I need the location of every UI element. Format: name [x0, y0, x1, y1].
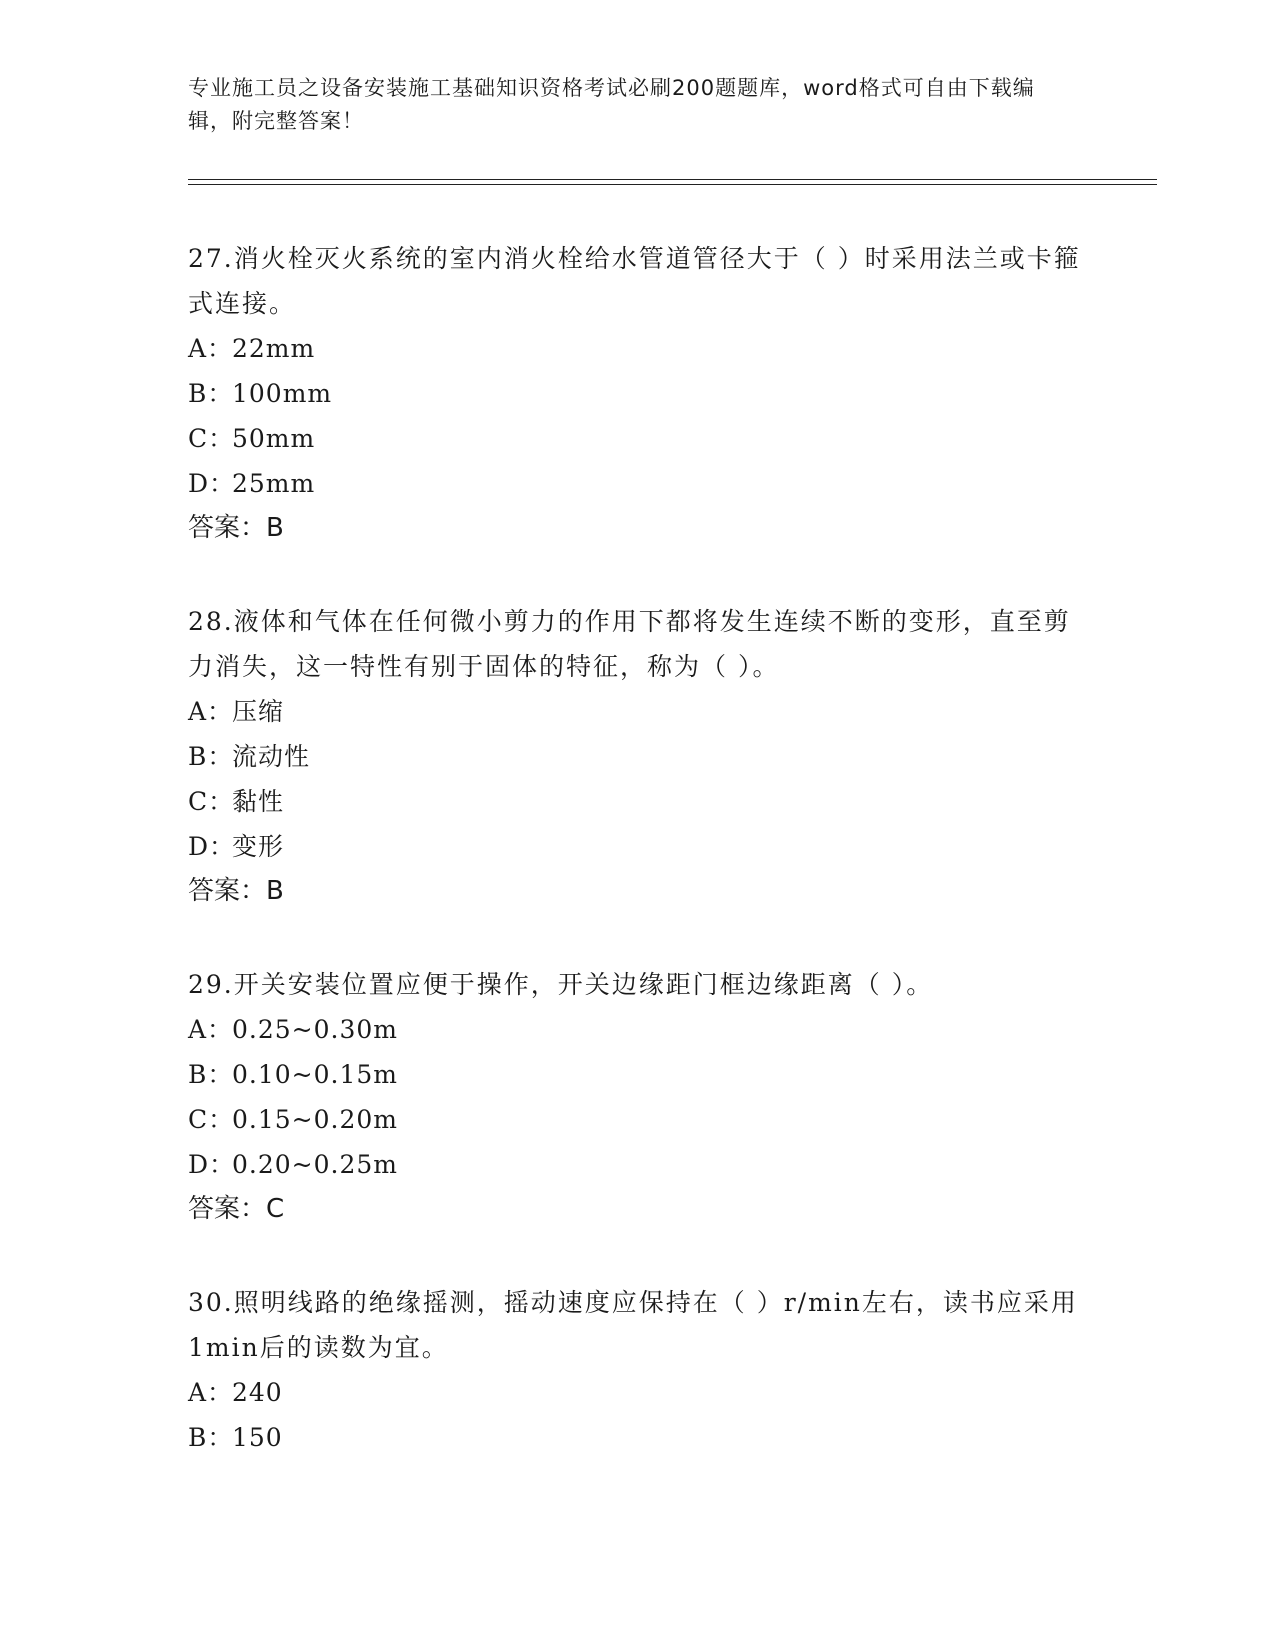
option-a [188, 1370, 1088, 1415]
option-key: A： [188, 334, 234, 363]
option-a [188, 1007, 1088, 1052]
option-key: D： [188, 469, 236, 498]
option-key: C： [188, 424, 235, 453]
option-c [188, 416, 1088, 461]
question-stem: 30.照明线路的绝缘摇测，摇动速度应保持在（ ）r/min左右，读书应采用1min后的读数为宜。 [188, 1288, 1078, 1362]
document-header: 专业施工员之设备安装施工基础知识资格考试必刷200题题库，word格式可自由下载编辑，附完整答案！ [188, 76, 1035, 133]
option-a [188, 689, 1088, 734]
option-text: 25mm [232, 469, 316, 498]
option-key: B： [188, 1423, 234, 1452]
option-b [188, 1052, 1088, 1097]
option-a [188, 326, 1088, 371]
header-divider-top [188, 179, 1157, 180]
answer: 答案：B [188, 513, 284, 543]
option-text: 100mm [232, 379, 333, 408]
question-27 [188, 236, 1088, 551]
option-key: C： [188, 787, 235, 816]
option-b [188, 371, 1088, 416]
option-key: A： [188, 1015, 234, 1044]
option-b [188, 734, 1088, 779]
option-text: 22mm [232, 334, 316, 363]
option-key: A： [188, 697, 234, 726]
option-d [188, 461, 1088, 506]
option-text: 压缩 [232, 697, 285, 726]
question-28 [188, 599, 1088, 914]
option-key: B： [188, 379, 234, 408]
option-text: 0.15~0.20m [232, 1105, 398, 1134]
option-key: B： [188, 742, 234, 771]
option-b [188, 1415, 1088, 1460]
option-key: B： [188, 1060, 234, 1089]
option-text: 240 [232, 1378, 283, 1407]
option-text: 黏性 [232, 787, 285, 816]
option-c [188, 779, 1088, 824]
question-29 [188, 962, 1088, 1232]
question-stem: 27.消火栓灭火系统的室内消火栓给水管道管径大于（ ）时采用法兰或卡箍式连接。 [188, 244, 1081, 318]
question-stem: 29.开关安装位置应便于操作，开关边缘距门框边缘距离（ ）。 [188, 970, 934, 999]
option-d [188, 1142, 1088, 1187]
option-text: 0.20~0.25m [232, 1150, 398, 1179]
answer: 答案：C [188, 1194, 285, 1224]
option-text: 流动性 [232, 742, 311, 771]
option-key: C： [188, 1105, 235, 1134]
option-key: A： [188, 1378, 234, 1407]
question-30 [188, 1280, 1088, 1460]
question-stem: 28.液体和气体在任何微小剪力的作用下都将发生连续不断的变形，直至剪力消失，这一特性有别于固体的特征，称为（ ）。 [188, 607, 1071, 681]
option-text: 50mm [232, 424, 316, 453]
option-text: 0.10~0.15m [232, 1060, 398, 1089]
option-d [188, 824, 1088, 869]
option-key: D： [188, 832, 236, 861]
option-text: 变形 [232, 832, 285, 861]
option-c [188, 1097, 1088, 1142]
option-text: 0.25~0.30m [232, 1015, 398, 1044]
answer: 答案：B [188, 876, 284, 906]
header-divider-bottom [188, 184, 1157, 185]
option-key: D： [188, 1150, 236, 1179]
option-text: 150 [232, 1423, 283, 1452]
